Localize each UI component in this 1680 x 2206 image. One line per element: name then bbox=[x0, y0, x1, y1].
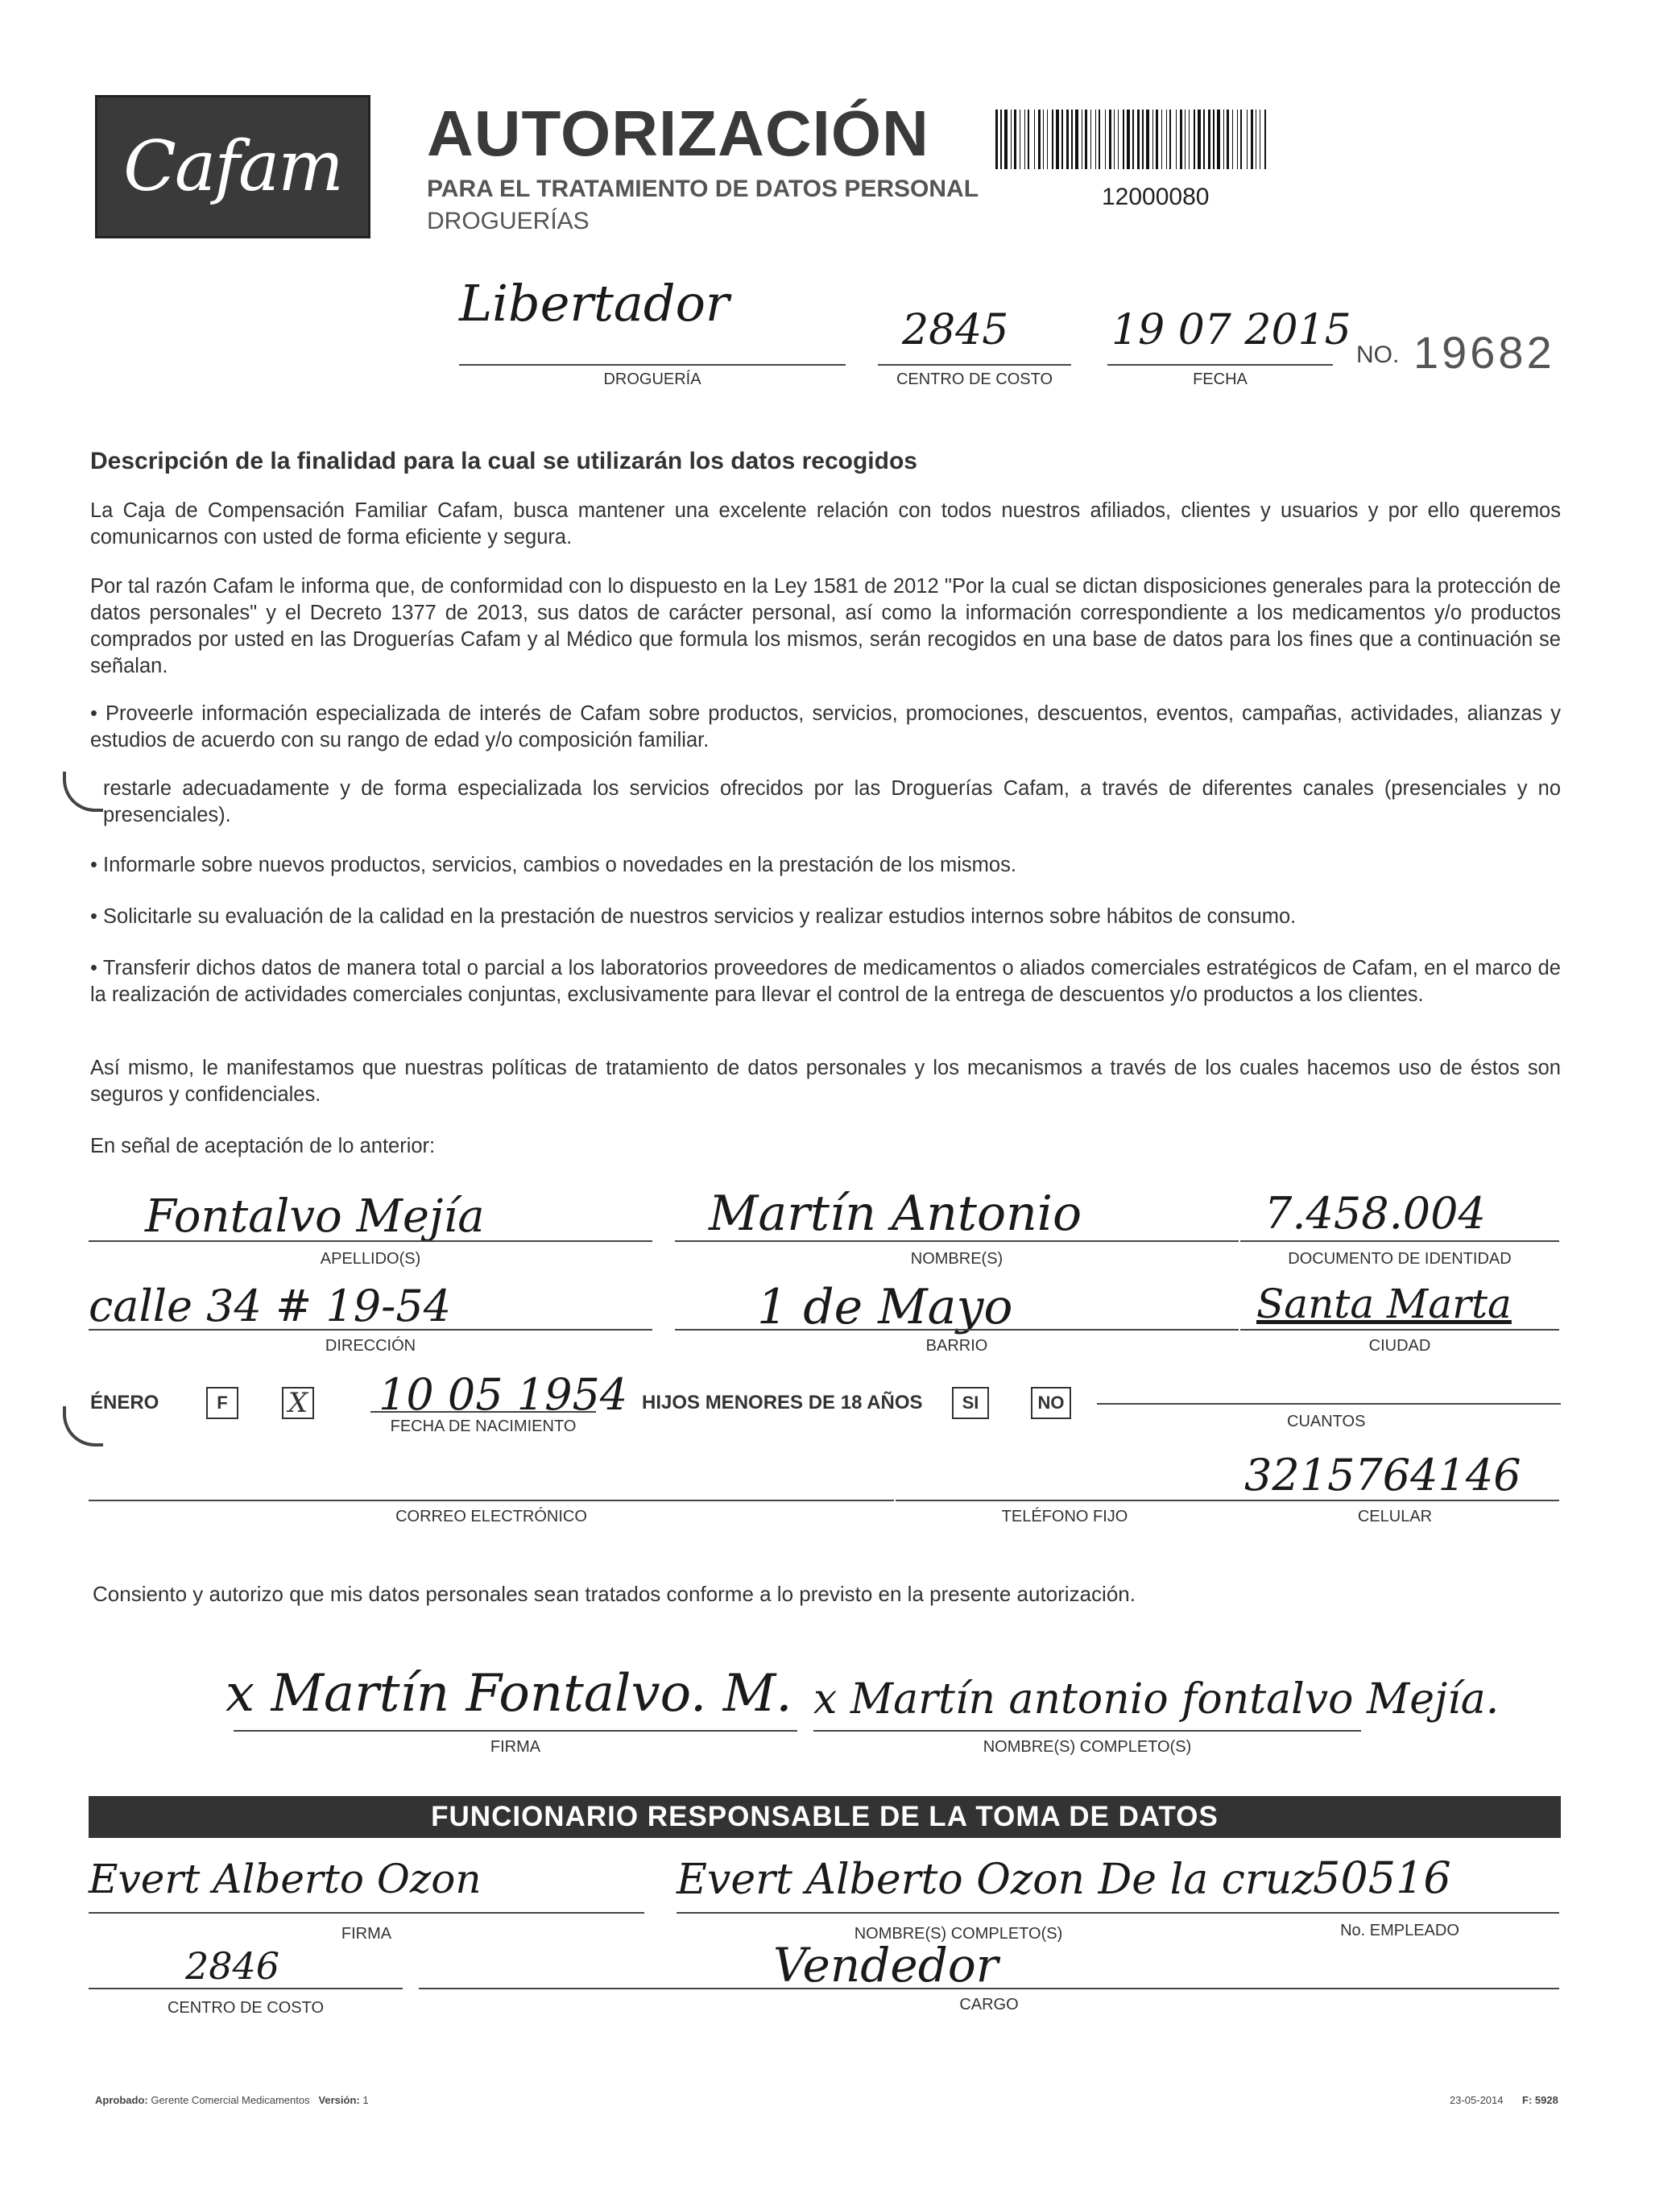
funcionario-firma-value[interactable]: Evert Alberto Ozon bbox=[89, 1856, 482, 1902]
cliente-nombre-value[interactable]: x Martín antonio fontalvo Mejía. bbox=[813, 1675, 1500, 1724]
form-number-label: NO. bbox=[1356, 341, 1400, 368]
genero-label: ÉNERO bbox=[90, 1392, 159, 1413]
cliente-firma-label: FIRMA bbox=[490, 1738, 541, 1756]
footer-approval bbox=[95, 2094, 369, 2106]
page-subtitle-section: DROGUERÍAS bbox=[427, 208, 590, 234]
empleado-line bbox=[1240, 1912, 1559, 1914]
footer-version-label: Versión: bbox=[318, 2094, 360, 2106]
official-section-banner: FUNCIONARIO RESPONSABLE DE LA TOMA DE DATOS bbox=[89, 1796, 1561, 1838]
funcionario-nombre-line bbox=[677, 1912, 1240, 1914]
barrio-label: BARRIO bbox=[925, 1337, 988, 1355]
funcionario-firma-line bbox=[89, 1912, 644, 1914]
telefono-label: TELÉFONO FIJO bbox=[1001, 1508, 1128, 1525]
nombres-line bbox=[675, 1240, 1239, 1242]
description-title: Descripción de la finalidad para la cual se utilizarán los datos recogidos bbox=[90, 448, 917, 474]
celular-value[interactable]: 3215764146 bbox=[1244, 1450, 1521, 1500]
apellidos-line bbox=[89, 1240, 652, 1242]
punch-hole-mark bbox=[63, 772, 103, 812]
footer-code: F: 5928 bbox=[1522, 2094, 1558, 2106]
footer-date: 23-05-2014 bbox=[1450, 2094, 1504, 2106]
cliente-nombre-line bbox=[813, 1730, 1361, 1732]
ciudad-line bbox=[1240, 1329, 1559, 1331]
ciudad-label: CIUDAD bbox=[1368, 1337, 1431, 1355]
genero-f-checkbox[interactable]: F bbox=[206, 1387, 238, 1419]
centro-costo-value: 2845 bbox=[902, 306, 1009, 354]
hijos-label: HIJOS MENORES DE 18 AÑOS bbox=[642, 1392, 923, 1413]
cargo-label: CARGO bbox=[959, 1996, 1019, 2014]
drogueria-value: Libertador bbox=[459, 274, 730, 333]
fecha-label: FECHA bbox=[1193, 370, 1248, 388]
bullet-prestar: restarle adecuadamente y de forma especializada los servicios ofrecidos por las Droguerías Cafam, a través de diferentes canales (presenciales y no presenciales). bbox=[103, 777, 1561, 826]
centro-costo-label: CENTRO DE COSTO bbox=[896, 370, 1053, 388]
funcionario-centro-line bbox=[89, 1988, 403, 1989]
bullet-proveer: • Proveerle información especializada de interés de Cafam sobre productos, servicios, promociones, descuentos, eventos, campañas, actividades, alianzas y estudios de acuerdo con su rango de edad y/o composición familiar. bbox=[90, 702, 1561, 751]
genero-m-checkbox[interactable]: X bbox=[282, 1387, 314, 1419]
nombres-value[interactable]: Martín Antonio bbox=[709, 1186, 1082, 1242]
page-title: AUTORIZACIÓN bbox=[427, 97, 929, 169]
funcionario-nombre-label: NOMBRE(S) COMPLETO(S) bbox=[854, 1925, 1063, 1943]
description-paragraph-2: Por tal razón Cafam le informa que, de conformidad con lo dispuesto en la Ley 1581 de 2012 "Por la cual se dictan disposiciones generales para la protección de datos personales" y el Decreto 1377 de 2013, sus datos de carácter personal, así como la información correspondiente a los medicamentos y/o productos comprados por usted en las Droguerías Cafam y al Médico que formula los mismos, serán recogidos en una base de datos para los fines que a continuación se señalan. bbox=[90, 575, 1561, 677]
funcionario-firma-label: FIRMA bbox=[341, 1925, 392, 1943]
cuantos-line bbox=[1097, 1403, 1561, 1405]
direccion-label: DIRECCIÓN bbox=[325, 1337, 416, 1355]
footer-version-value: 1 bbox=[362, 2094, 369, 2106]
telefono-line bbox=[896, 1500, 1234, 1501]
empleado-label: No. EMPLEADO bbox=[1340, 1922, 1459, 1939]
cliente-firma-line bbox=[234, 1730, 797, 1732]
description-paragraph-3: Así mismo, le manifestamos que nuestras políticas de tratamiento de datos personales y los mecanismos a través de los cuales hacemos uso de éstos son seguros y confidenciales. bbox=[90, 1057, 1561, 1106]
correo-label: CORREO ELECTRÓNICO bbox=[395, 1508, 587, 1525]
fecha-nacimiento-line bbox=[370, 1411, 596, 1413]
fecha-nacimiento-label: FECHA DE NACIMIENTO bbox=[390, 1418, 577, 1435]
celular-label: CELULAR bbox=[1357, 1508, 1433, 1525]
nombres-label: NOMBRE(S) bbox=[910, 1250, 1003, 1268]
footer-approval-value: Gerente Comercial Medicamentos bbox=[151, 2094, 310, 2106]
page-subtitle: PARA EL TRATAMIENTO DE DATOS PERSONAL bbox=[427, 176, 979, 202]
barrio-value[interactable]: 1 de Mayo bbox=[757, 1279, 1013, 1335]
direccion-line bbox=[89, 1329, 652, 1331]
centro-costo-line bbox=[878, 364, 1071, 366]
acceptance-text: En señal de aceptación de lo anterior: bbox=[90, 1135, 436, 1157]
cargo-value[interactable]: Vendedor bbox=[773, 1938, 999, 1993]
drogueria-line bbox=[459, 364, 846, 366]
logo-text: Cafam bbox=[123, 126, 342, 207]
hijos-no-checkbox[interactable]: NO bbox=[1031, 1387, 1071, 1419]
documento-value[interactable]: 7.458.004 bbox=[1264, 1188, 1486, 1239]
drogueria-label: DROGUERÍA bbox=[603, 370, 701, 388]
bullet-solicitar: • Solicitarle su evaluación de la calidad en la prestación de nuestros servicios y realizar estudios internos sobre hábitos de consumo. bbox=[90, 905, 1297, 928]
cuantos-label: CUANTOS bbox=[1287, 1413, 1366, 1430]
cargo-line bbox=[419, 1988, 1559, 1989]
fecha-nacimiento-value[interactable]: 10 05 1954 bbox=[379, 1369, 628, 1420]
fecha-line bbox=[1107, 364, 1333, 366]
documento-label: DOCUMENTO DE IDENTIDAD bbox=[1288, 1250, 1512, 1268]
consent-text: Consiento y autorizo que mis datos personales sean tratados conforme a lo previsto en la presente autorización. bbox=[93, 1582, 1136, 1606]
correo-line bbox=[89, 1500, 894, 1501]
empleado-value[interactable]: 50516 bbox=[1313, 1852, 1451, 1903]
barrio-line bbox=[675, 1329, 1239, 1331]
ciudad-value[interactable]: Santa Marta bbox=[1256, 1281, 1512, 1327]
bullet-transferir: • Transferir dichos datos de manera total o parcial a los laboratorios proveedores de medicamentos o aliados comerciales estratégicos de Cafam, en el marco de la realización de actividades comerciales conjuntas, exclusivamente para llevar el control de la entrega de descuentos y/o productos a los clientes. bbox=[90, 957, 1561, 1006]
celular-line bbox=[1231, 1500, 1559, 1501]
hijos-si-checkbox[interactable]: SI bbox=[952, 1387, 989, 1419]
documento-line bbox=[1240, 1240, 1559, 1242]
funcionario-centro-label: CENTRO DE COSTO bbox=[167, 1999, 325, 2017]
funcionario-centro-value[interactable]: 2846 bbox=[185, 1944, 280, 1988]
apellidos-label: APELLIDO(S) bbox=[320, 1250, 421, 1268]
apellidos-value[interactable]: Fontalvo Mejía bbox=[145, 1190, 485, 1243]
direccion-value[interactable]: calle 34 # 19-54 bbox=[89, 1281, 452, 1331]
funcionario-nombre-value[interactable]: Evert Alberto Ozon De la cruz bbox=[677, 1856, 1314, 1904]
cliente-nombre-label: NOMBRE(S) COMPLETO(S) bbox=[983, 1738, 1192, 1756]
barcode-icon bbox=[995, 110, 1269, 169]
bullet-informar: • Informarle sobre nuevos productos, servicios, cambios o novedades en la prestación de los mismos. bbox=[90, 854, 1016, 876]
cafam-logo bbox=[95, 95, 370, 238]
fecha-value: 19 07 2015 bbox=[1111, 306, 1351, 354]
barcode-number: 12000080 bbox=[1102, 184, 1210, 210]
form-number-value: 19682 bbox=[1413, 327, 1555, 378]
footer-approval-label: Aprobado: bbox=[95, 2094, 148, 2106]
description-paragraph-1: La Caja de Compensación Familiar Cafam, busca mantener una excelente relación con todos nuestros afiliados, clientes y usuarios y por ello queremos comunicarnos con usted de forma eficiente y segura. bbox=[90, 499, 1561, 548]
cliente-firma-value[interactable]: x Martín Fontalvo. M. bbox=[226, 1664, 792, 1724]
